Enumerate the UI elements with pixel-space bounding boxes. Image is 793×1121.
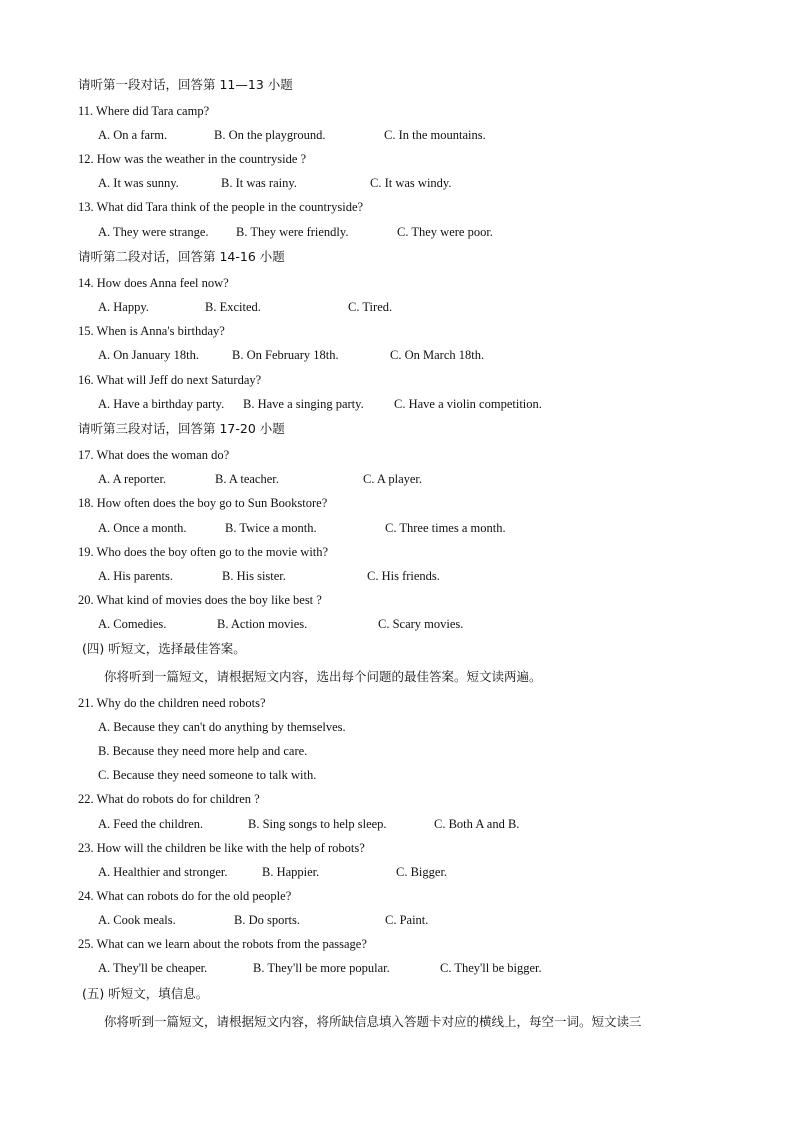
q20-option-a: A. Comedies. bbox=[98, 617, 167, 631]
q19-option-a: A. His parents. bbox=[98, 569, 173, 583]
question-17: 17. What does the woman do? bbox=[78, 448, 230, 462]
q20-option-c: C. Scary movies. bbox=[378, 617, 464, 631]
q21-option-b: B. Because they need more help and care. bbox=[98, 744, 308, 758]
q22-option-b: B. Sing songs to help sleep. bbox=[248, 817, 387, 831]
question-20: 20. What kind of movies does the boy like best ? bbox=[78, 593, 322, 607]
q22-option-a: A. Feed the children. bbox=[98, 817, 204, 831]
q23-option-a: A. Healthier and stronger. bbox=[98, 865, 228, 879]
section-heading-2: 请听第二段对话，回答第 14-16 小题 bbox=[78, 249, 285, 264]
q14-option-a: A. Happy. bbox=[98, 300, 149, 314]
question-18: 18. How often does the boy go to Sun Bookstore? bbox=[78, 496, 328, 510]
q11-option-a: A. On a farm. bbox=[98, 128, 168, 142]
q21-option-a: A. Because they can't do anything by themselves. bbox=[98, 720, 346, 734]
q15-option-c: C. On March 18th. bbox=[390, 348, 485, 362]
section-heading-3: 请听第三段对话，回答第 17-20 小题 bbox=[78, 421, 285, 436]
q14-option-b: B. Excited. bbox=[205, 300, 261, 314]
q25-option-c: C. They'll be bigger. bbox=[440, 961, 542, 975]
q14-option-c: C. Tired. bbox=[348, 300, 393, 314]
q23-option-b: B. Happier. bbox=[262, 865, 320, 879]
q25-option-a: A. They'll be cheaper. bbox=[98, 961, 208, 975]
q17-option-b: B. A teacher. bbox=[215, 472, 279, 486]
q17-option-c: C. A player. bbox=[363, 472, 423, 486]
q12-option-b: B. It was rainy. bbox=[221, 176, 297, 190]
question-14: 14. How does Anna feel now? bbox=[78, 276, 229, 290]
q13-option-a: A. They were strange. bbox=[98, 225, 209, 239]
question-25: 25. What can we learn about the robots from the passage? bbox=[78, 937, 367, 951]
q21-option-c: C. Because they need someone to talk with. bbox=[98, 768, 317, 782]
question-15: 15. When is Anna's birthday? bbox=[78, 324, 225, 338]
q20-option-b: B. Action movies. bbox=[217, 617, 308, 631]
q24-option-c: C. Paint. bbox=[385, 913, 429, 927]
question-24: 24. What can robots do for the old people? bbox=[78, 889, 292, 903]
part4-title: (四) 听短文，选择最佳答案。 bbox=[82, 641, 246, 656]
part4-instruction: 你将听到一篇短文，请根据短文内容，选出每个问题的最佳答案。短文读两遍。 bbox=[104, 669, 542, 684]
q24-option-b: B. Do sports. bbox=[234, 913, 300, 927]
q19-option-c: C. His friends. bbox=[367, 569, 440, 583]
q22-option-c: C. Both A and B. bbox=[434, 817, 520, 831]
section-heading-1: 请听第一段对话，回答第 11—13 小题 bbox=[78, 77, 293, 92]
question-11: 11. Where did Tara camp? bbox=[78, 104, 210, 118]
q17-option-a: A. A reporter. bbox=[98, 472, 167, 486]
question-19: 19. Who does the boy often go to the movie with? bbox=[78, 545, 329, 559]
q15-option-b: B. On February 18th. bbox=[232, 348, 339, 362]
part5-title: (五) 听短文，填信息。 bbox=[82, 986, 209, 1001]
q18-option-c: C. Three times a month. bbox=[385, 521, 506, 535]
q25-option-b: B. They'll be more popular. bbox=[253, 961, 390, 975]
q16-option-b: B. Have a singing party. bbox=[243, 397, 364, 411]
question-16: 16. What will Jeff do next Saturday? bbox=[78, 373, 262, 387]
q11-option-c: C. In the mountains. bbox=[384, 128, 486, 142]
part5-instruction: 你将听到一篇短文，请根据短文内容，将所缺信息填入答题卡对应的横线上，每空一词。短文读三 bbox=[104, 1014, 642, 1029]
q13-option-b: B. They were friendly. bbox=[236, 225, 349, 239]
question-23: 23. How will the children be like with the help of robots? bbox=[78, 841, 365, 855]
question-13: 13. What did Tara think of the people in the countryside? bbox=[78, 200, 364, 214]
q24-option-a: A. Cook meals. bbox=[98, 913, 176, 927]
q19-option-b: B. His sister. bbox=[222, 569, 286, 583]
q13-option-c: C. They were poor. bbox=[397, 225, 493, 239]
q12-option-a: A. It was sunny. bbox=[98, 176, 179, 190]
q16-option-c: C. Have a violin competition. bbox=[394, 397, 542, 411]
q12-option-c: C. It was windy. bbox=[370, 176, 452, 190]
q11-option-b: B. On the playground. bbox=[214, 128, 326, 142]
q18-option-a: A. Once a month. bbox=[98, 521, 187, 535]
q23-option-c: C. Bigger. bbox=[396, 865, 448, 879]
question-21: 21. Why do the children need robots? bbox=[78, 696, 266, 710]
q18-option-b: B. Twice a month. bbox=[225, 521, 317, 535]
question-12: 12. How was the weather in the countryside ? bbox=[78, 152, 307, 166]
q15-option-a: A. On January 18th. bbox=[98, 348, 200, 362]
question-22: 22. What do robots do for children ? bbox=[78, 792, 260, 806]
q16-option-a: A. Have a birthday party. bbox=[98, 397, 225, 411]
